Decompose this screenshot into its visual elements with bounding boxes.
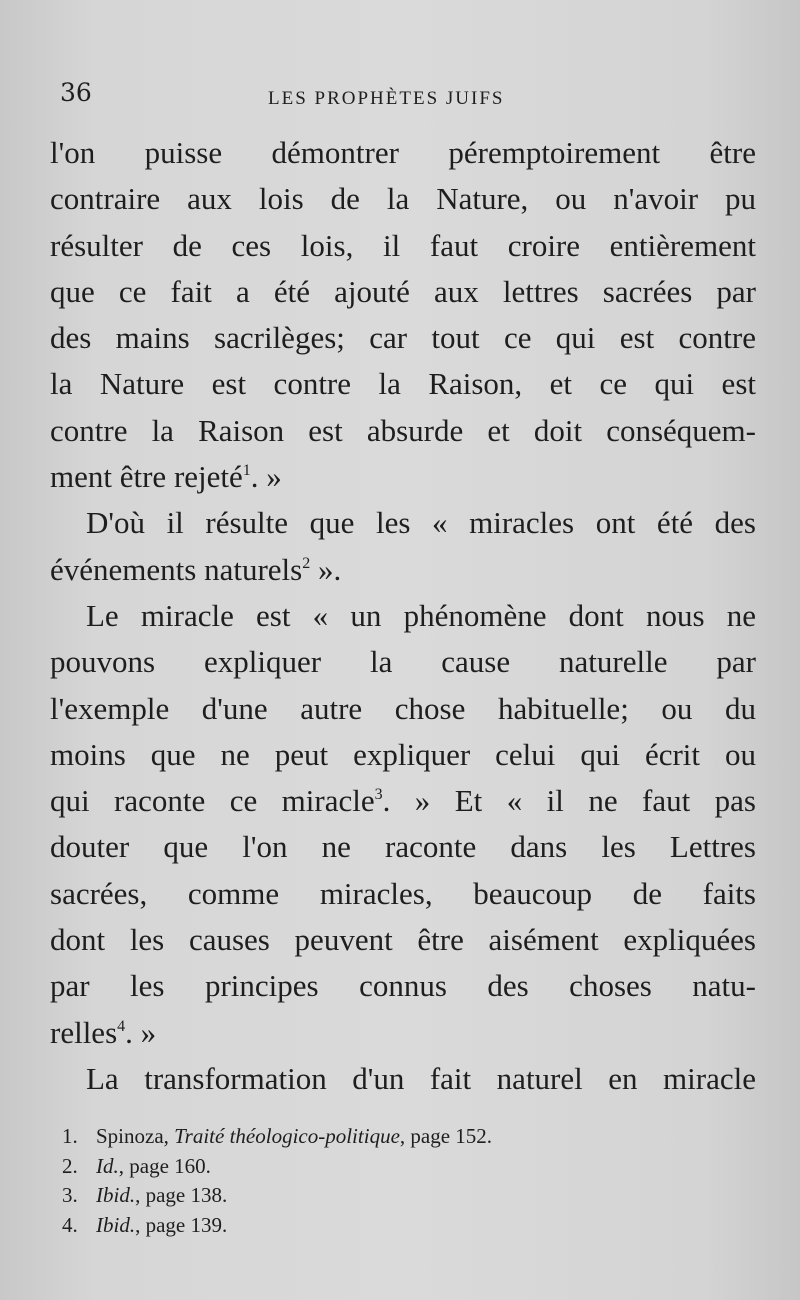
text-line: que ce fait a été ajouté aux lettres sacrées par	[50, 273, 756, 309]
footnotes	[62, 1122, 682, 1240]
footnote-ref: 1	[242, 462, 251, 480]
text-line: qui raconte ce miracle$^3$. » Et « il ne faut pas	[50, 783, 756, 819]
page-header	[58, 76, 758, 116]
body-text	[50, 130, 756, 1102]
text-line: contre la Raison est absurde et doit conséquem-	[50, 412, 756, 448]
running-title: LES PROPHÈTES JUIFS	[268, 88, 505, 109]
footnote-ref: 3	[374, 786, 383, 804]
text-line: ment être rejeté$^1$. »	[50, 459, 282, 495]
footnote: 2. Id., page 160.	[62, 1153, 211, 1178]
text-line: douter que l'on ne raconte dans les Lettres	[50, 829, 756, 865]
text-line: la Nature est contre la Raison, et ce qui est	[50, 366, 756, 402]
text-line: D'où il résulte que les « miracles ont été des	[86, 505, 756, 541]
footnote: 4. Ibid., page 139.	[62, 1212, 228, 1237]
text-line: pouvons expliquer la cause naturelle par	[50, 644, 756, 680]
text-line: contraire aux lois de la Nature, ou n'avoir pu	[50, 181, 756, 217]
text-line: relles$^4$. »	[50, 1014, 157, 1050]
footnote: 1. Spinoza, Traité théologico-politique, page 152.	[62, 1124, 493, 1148]
footnote: 3. Ibid., page 138.	[62, 1183, 228, 1207]
footnote-ref: 4	[117, 1017, 126, 1035]
text-line: des mains sacrilèges; car tout ce qui est contre	[50, 320, 756, 356]
footnote-ref: 2	[302, 554, 311, 572]
text-line: par les principes connus des choses natu-	[50, 968, 756, 1004]
text-line: sacrées, comme miracles, beaucoup de faits	[50, 875, 756, 911]
text-line: l'exemple d'une autre chose habituelle; ou du	[50, 690, 756, 726]
text-line: événements naturels$^2$ ».	[50, 551, 342, 587]
text-line: dont les causes peuvent être aisément expliquées	[50, 922, 756, 958]
text-line: l'on puisse démontrer péremptoirement être	[50, 135, 756, 170]
text-line: résulter de ces lois, il faut croire entièrement	[50, 227, 756, 263]
text-line: moins que ne peut expliquer celui qui écrit ou	[50, 736, 756, 772]
text-line: Le miracle est « un phénomène dont nous ne	[86, 597, 756, 633]
page-number: 36	[60, 78, 92, 107]
text-line: La transformation d'un fait naturel en miracle	[86, 1060, 756, 1096]
